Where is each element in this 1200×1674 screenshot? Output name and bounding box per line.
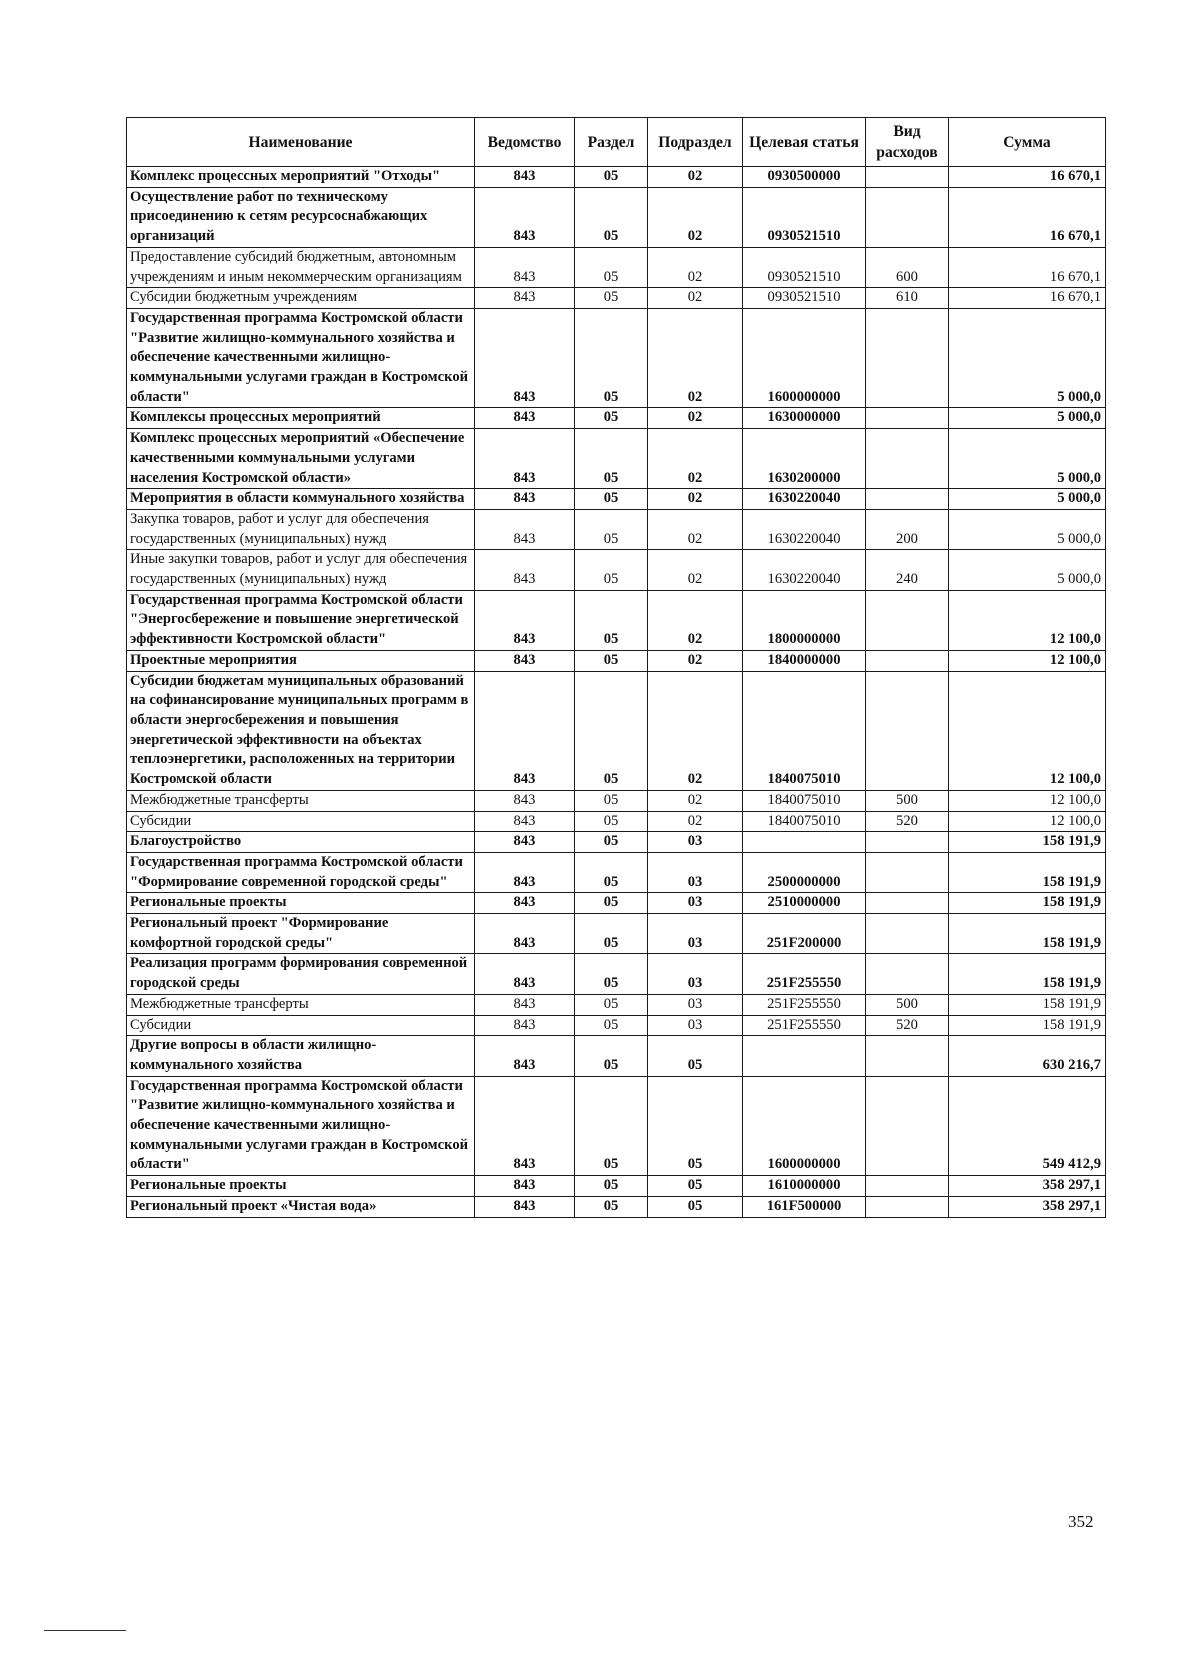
cell-podrazdel: 02 — [648, 650, 743, 671]
header-razdel: Раздел — [575, 118, 648, 167]
table-row — [127, 1015, 1106, 1036]
cell-vid-raskhodov — [866, 852, 949, 892]
cell-name: Комплекс процессных мероприятий "Отходы" — [127, 167, 475, 188]
cell-razdel: 05 — [575, 650, 648, 671]
cell-vid-raskhodov — [866, 1036, 949, 1076]
cell-name: Благоустройство — [127, 832, 475, 853]
cell-tselevaya-statya: 0930500000 — [743, 167, 866, 188]
cell-podrazdel: 02 — [648, 489, 743, 510]
cell-name: Закупка товаров, работ и услуг для обеспечения государственных (муниципальных) нужд — [127, 509, 475, 549]
cell-podrazdel: 02 — [648, 247, 743, 287]
cell-vedomstvo: 843 — [475, 308, 575, 408]
cell-name: Государственная программа Костромской области "Формирование современной городской среды" — [127, 852, 475, 892]
table-header-row — [127, 118, 1106, 167]
header-summa: Сумма — [949, 118, 1106, 167]
table-row — [127, 954, 1106, 994]
cell-name: Предоставление субсидий бюджетным, автономным учреждениям и иным некоммерческим организациям — [127, 247, 475, 287]
cell-vedomstvo: 843 — [475, 832, 575, 853]
cell-name: Межбюджетные трансферты — [127, 994, 475, 1015]
cell-tselevaya-statya: 1630200000 — [743, 429, 866, 489]
cell-summa: 358 297,1 — [949, 1176, 1106, 1197]
cell-vid-raskhodov — [866, 1196, 949, 1217]
cell-vid-raskhodov — [866, 308, 949, 408]
cell-tselevaya-statya: 2500000000 — [743, 852, 866, 892]
table-row — [127, 832, 1106, 853]
cell-tselevaya-statya: 251F255550 — [743, 1015, 866, 1036]
cell-tselevaya-statya: 1840075010 — [743, 671, 866, 790]
cell-podrazdel: 03 — [648, 1015, 743, 1036]
cell-summa: 158 191,9 — [949, 994, 1106, 1015]
cell-name: Другие вопросы в области жилищно-коммунального хозяйства — [127, 1036, 475, 1076]
cell-tselevaya-statya — [743, 832, 866, 853]
cell-vid-raskhodov: 610 — [866, 288, 949, 309]
cell-podrazdel: 02 — [648, 509, 743, 549]
cell-razdel: 05 — [575, 1015, 648, 1036]
cell-name: Государственная программа Костромской области "Развитие жилищно-коммунального хозяйства и обеспечение качественными жилищно-коммунальными услугами граждан в Костромской области" — [127, 308, 475, 408]
cell-vid-raskhodov: 520 — [866, 1015, 949, 1036]
cell-podrazdel: 03 — [648, 914, 743, 954]
cell-razdel: 05 — [575, 1076, 648, 1176]
cell-razdel: 05 — [575, 832, 648, 853]
scan-margin-line — [44, 1630, 126, 1631]
table-row — [127, 167, 1106, 188]
cell-razdel: 05 — [575, 247, 648, 287]
table-row — [127, 1076, 1106, 1176]
cell-summa: 158 191,9 — [949, 893, 1106, 914]
cell-tselevaya-statya: 1800000000 — [743, 590, 866, 650]
cell-vid-raskhodov — [866, 1176, 949, 1197]
budget-table-container — [126, 117, 1105, 1218]
cell-razdel: 05 — [575, 1036, 648, 1076]
cell-podrazdel: 03 — [648, 852, 743, 892]
cell-vid-raskhodov — [866, 832, 949, 853]
cell-vid-raskhodov — [866, 590, 949, 650]
table-row — [127, 893, 1106, 914]
cell-tselevaya-statya: 161F500000 — [743, 1196, 866, 1217]
cell-tselevaya-statya: 2510000000 — [743, 893, 866, 914]
cell-name: Комплекс процессных мероприятий «Обеспечение качественными коммунальными услугами населения Костромской области» — [127, 429, 475, 489]
cell-vid-raskhodov: 240 — [866, 550, 949, 590]
cell-summa: 158 191,9 — [949, 852, 1106, 892]
cell-vedomstvo: 843 — [475, 509, 575, 549]
cell-name: Региональный проект "Формирование комфортной городской среды" — [127, 914, 475, 954]
cell-razdel: 05 — [575, 429, 648, 489]
cell-name: Комплексы процессных мероприятий — [127, 408, 475, 429]
cell-vedomstvo: 843 — [475, 167, 575, 188]
cell-summa: 5 000,0 — [949, 429, 1106, 489]
cell-vedomstvo: 843 — [475, 1015, 575, 1036]
cell-vid-raskhodov — [866, 187, 949, 247]
cell-tselevaya-statya: 1840075010 — [743, 811, 866, 832]
cell-razdel: 05 — [575, 509, 648, 549]
cell-podrazdel: 02 — [648, 408, 743, 429]
cell-razdel: 05 — [575, 489, 648, 510]
cell-name: Региональные проекты — [127, 893, 475, 914]
cell-summa: 5 000,0 — [949, 408, 1106, 429]
header-vedomstvo: Ведомство — [475, 118, 575, 167]
cell-summa: 16 670,1 — [949, 167, 1106, 188]
cell-name: Проектные мероприятия — [127, 650, 475, 671]
cell-vedomstvo: 843 — [475, 1036, 575, 1076]
cell-vid-raskhodov — [866, 954, 949, 994]
cell-summa: 12 100,0 — [949, 590, 1106, 650]
cell-name: Государственная программа Костромской области "Энергосбережение и повышение энергетической эффективности Костромской области" — [127, 590, 475, 650]
cell-podrazdel: 03 — [648, 994, 743, 1015]
cell-name: Мероприятия в области коммунального хозяйства — [127, 489, 475, 510]
cell-tselevaya-statya: 251F255550 — [743, 954, 866, 994]
cell-tselevaya-statya: 1840000000 — [743, 650, 866, 671]
cell-tselevaya-statya: 1610000000 — [743, 1176, 866, 1197]
cell-vedomstvo: 843 — [475, 1196, 575, 1217]
cell-vid-raskhodov — [866, 1076, 949, 1176]
header-vid-raskhodov: Вид расходов — [866, 118, 949, 167]
cell-razdel: 05 — [575, 1196, 648, 1217]
cell-podrazdel: 02 — [648, 308, 743, 408]
cell-vid-raskhodov — [866, 893, 949, 914]
cell-razdel: 05 — [575, 893, 648, 914]
cell-vedomstvo: 843 — [475, 408, 575, 429]
cell-summa: 158 191,9 — [949, 954, 1106, 994]
table-row — [127, 550, 1106, 590]
cell-podrazdel: 02 — [648, 550, 743, 590]
cell-razdel: 05 — [575, 308, 648, 408]
table-row — [127, 914, 1106, 954]
table-row — [127, 489, 1106, 510]
cell-tselevaya-statya: 0930521510 — [743, 288, 866, 309]
header-tselevaya-statya: Целевая статья — [743, 118, 866, 167]
cell-razdel: 05 — [575, 811, 648, 832]
table-row — [127, 509, 1106, 549]
cell-tselevaya-statya — [743, 1036, 866, 1076]
cell-vedomstvo: 843 — [475, 893, 575, 914]
cell-podrazdel: 02 — [648, 590, 743, 650]
table-row — [127, 852, 1106, 892]
cell-name: Иные закупки товаров, работ и услуг для обеспечения государственных (муниципальных) нужд — [127, 550, 475, 590]
cell-razdel: 05 — [575, 590, 648, 650]
cell-tselevaya-statya: 1840075010 — [743, 790, 866, 811]
cell-name: Субсидии бюджетам муниципальных образований на софинансирование муниципальных программ в области энергосбережения и повышения энергетической эффективности на объектах теплоэнергетики, расположенных на территории Костромской области — [127, 671, 475, 790]
cell-vedomstvo: 843 — [475, 590, 575, 650]
cell-vedomstvo: 843 — [475, 187, 575, 247]
table-row — [127, 288, 1106, 309]
cell-vid-raskhodov — [866, 167, 949, 188]
cell-vid-raskhodov — [866, 671, 949, 790]
cell-name: Осуществление работ по техническому присоединению к сетям ресурсоснабжающих организаций — [127, 187, 475, 247]
cell-vedomstvo: 843 — [475, 671, 575, 790]
cell-razdel: 05 — [575, 408, 648, 429]
cell-podrazdel: 02 — [648, 288, 743, 309]
cell-razdel: 05 — [575, 288, 648, 309]
cell-tselevaya-statya: 0930521510 — [743, 247, 866, 287]
cell-podrazdel: 05 — [648, 1036, 743, 1076]
table-row — [127, 408, 1106, 429]
cell-razdel: 05 — [575, 671, 648, 790]
cell-podrazdel: 02 — [648, 671, 743, 790]
cell-tselevaya-statya: 1630220040 — [743, 509, 866, 549]
cell-tselevaya-statya: 0930521510 — [743, 187, 866, 247]
cell-vedomstvo: 843 — [475, 994, 575, 1015]
cell-podrazdel: 05 — [648, 1076, 743, 1176]
cell-vid-raskhodov: 200 — [866, 509, 949, 549]
cell-vedomstvo: 843 — [475, 489, 575, 510]
cell-summa: 12 100,0 — [949, 811, 1106, 832]
table-row — [127, 811, 1106, 832]
cell-razdel: 05 — [575, 852, 648, 892]
cell-summa: 16 670,1 — [949, 288, 1106, 309]
cell-vid-raskhodov: 520 — [866, 811, 949, 832]
cell-name: Межбюджетные трансферты — [127, 790, 475, 811]
cell-summa: 158 191,9 — [949, 1015, 1106, 1036]
cell-vid-raskhodov: 600 — [866, 247, 949, 287]
budget-expenditure-table — [126, 117, 1106, 1218]
cell-vedomstvo: 843 — [475, 288, 575, 309]
cell-vid-raskhodov: 500 — [866, 790, 949, 811]
page-number: 352 — [1068, 1512, 1094, 1531]
table-body — [127, 167, 1106, 1218]
cell-vedomstvo: 843 — [475, 550, 575, 590]
cell-podrazdel: 02 — [648, 187, 743, 247]
cell-razdel: 05 — [575, 954, 648, 994]
cell-podrazdel: 05 — [648, 1196, 743, 1217]
cell-razdel: 05 — [575, 914, 648, 954]
cell-podrazdel: 03 — [648, 893, 743, 914]
table-row — [127, 790, 1106, 811]
cell-name: Субсидии — [127, 811, 475, 832]
cell-vid-raskhodov — [866, 650, 949, 671]
cell-podrazdel: 03 — [648, 832, 743, 853]
cell-name: Субсидии — [127, 1015, 475, 1036]
cell-vid-raskhodov — [866, 408, 949, 429]
cell-summa: 5 000,0 — [949, 509, 1106, 549]
cell-summa: 358 297,1 — [949, 1196, 1106, 1217]
table-row — [127, 1036, 1106, 1076]
cell-vedomstvo: 843 — [475, 790, 575, 811]
cell-vedomstvo: 843 — [475, 650, 575, 671]
cell-summa: 12 100,0 — [949, 650, 1106, 671]
table-row — [127, 650, 1106, 671]
cell-vedomstvo: 843 — [475, 852, 575, 892]
cell-summa: 16 670,1 — [949, 187, 1106, 247]
cell-vedomstvo: 843 — [475, 429, 575, 489]
cell-summa: 5 000,0 — [949, 308, 1106, 408]
cell-razdel: 05 — [575, 187, 648, 247]
cell-summa: 16 670,1 — [949, 247, 1106, 287]
cell-podrazdel: 05 — [648, 1176, 743, 1197]
cell-name: Реализация программ формирования современной городской среды — [127, 954, 475, 994]
table-row — [127, 1196, 1106, 1217]
cell-vid-raskhodov — [866, 489, 949, 510]
cell-summa: 5 000,0 — [949, 489, 1106, 510]
cell-tselevaya-statya: 1630220040 — [743, 489, 866, 510]
cell-vid-raskhodov — [866, 914, 949, 954]
cell-razdel: 05 — [575, 1176, 648, 1197]
cell-razdel: 05 — [575, 994, 648, 1015]
cell-name: Субсидии бюджетным учреждениям — [127, 288, 475, 309]
cell-vedomstvo: 843 — [475, 914, 575, 954]
cell-summa: 549 412,9 — [949, 1076, 1106, 1176]
cell-tselevaya-statya: 1600000000 — [743, 1076, 866, 1176]
cell-podrazdel: 03 — [648, 954, 743, 994]
cell-vedomstvo: 843 — [475, 811, 575, 832]
cell-summa: 12 100,0 — [949, 671, 1106, 790]
table-row — [127, 590, 1106, 650]
cell-podrazdel: 02 — [648, 429, 743, 489]
cell-vedomstvo: 843 — [475, 247, 575, 287]
cell-razdel: 05 — [575, 167, 648, 188]
cell-name: Государственная программа Костромской области "Развитие жилищно-коммунального хозяйства и обеспечение качественными жилищно-коммунальными услугами граждан в Костромской области" — [127, 1076, 475, 1176]
cell-name: Региональные проекты — [127, 1176, 475, 1197]
table-row — [127, 429, 1106, 489]
cell-vedomstvo: 843 — [475, 1176, 575, 1197]
cell-summa: 158 191,9 — [949, 914, 1106, 954]
cell-podrazdel: 02 — [648, 167, 743, 188]
header-name: Наименование — [127, 118, 475, 167]
cell-podrazdel: 02 — [648, 790, 743, 811]
cell-podrazdel: 02 — [648, 811, 743, 832]
cell-name: Региональный проект «Чистая вода» — [127, 1196, 475, 1217]
cell-tselevaya-statya: 1630000000 — [743, 408, 866, 429]
cell-razdel: 05 — [575, 550, 648, 590]
cell-tselevaya-statya: 251F255550 — [743, 994, 866, 1015]
table-row — [127, 671, 1106, 790]
cell-tselevaya-statya: 1630220040 — [743, 550, 866, 590]
table-row — [127, 994, 1106, 1015]
cell-summa: 158 191,9 — [949, 832, 1106, 853]
cell-summa: 5 000,0 — [949, 550, 1106, 590]
cell-vedomstvo: 843 — [475, 954, 575, 994]
table-row — [127, 1176, 1106, 1197]
header-podrazdel: Подраздел — [648, 118, 743, 167]
cell-vedomstvo: 843 — [475, 1076, 575, 1176]
cell-summa: 630 216,7 — [949, 1036, 1106, 1076]
table-row — [127, 187, 1106, 247]
cell-tselevaya-statya: 251F200000 — [743, 914, 866, 954]
cell-tselevaya-statya: 1600000000 — [743, 308, 866, 408]
cell-summa: 12 100,0 — [949, 790, 1106, 811]
table-row — [127, 247, 1106, 287]
cell-vid-raskhodov: 500 — [866, 994, 949, 1015]
table-row — [127, 308, 1106, 408]
cell-vid-raskhodov — [866, 429, 949, 489]
cell-razdel: 05 — [575, 790, 648, 811]
